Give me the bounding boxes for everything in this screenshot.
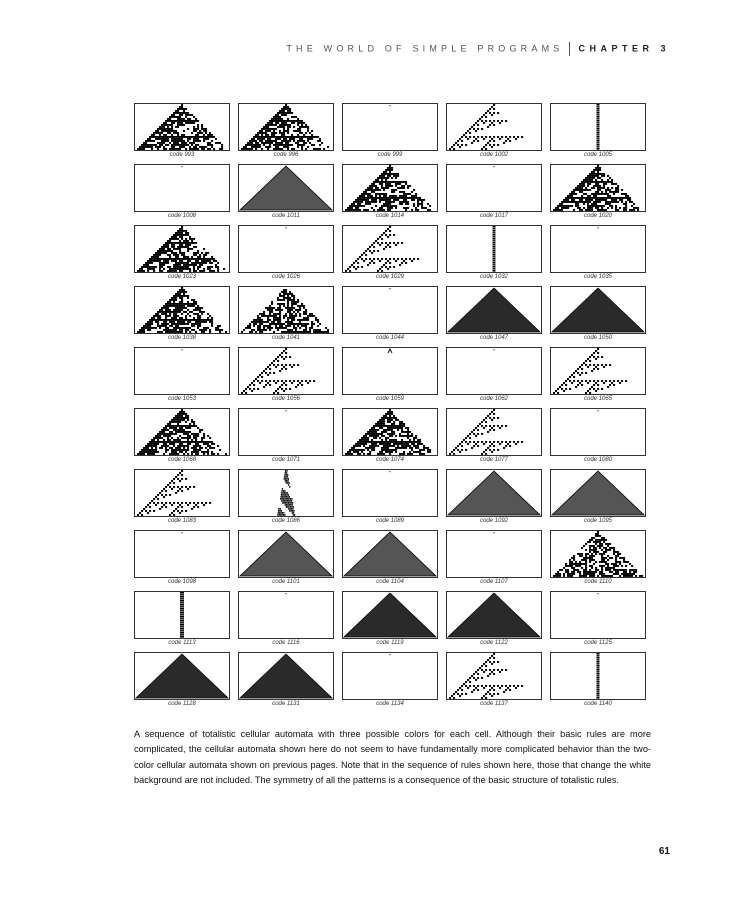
automaton-panel <box>134 652 230 713</box>
automaton-panel <box>550 591 646 652</box>
automaton-plot <box>238 530 334 578</box>
chapter-label: CHAPTER 3 <box>578 43 670 54</box>
automaton-panel <box>238 164 334 225</box>
rule-code-label: code 1128 <box>168 701 196 707</box>
rule-code-label: code 1119 <box>376 640 404 646</box>
automaton-pattern-dot <box>447 165 541 211</box>
automaton-panel <box>550 225 646 286</box>
automaton-panel <box>446 286 542 347</box>
rule-code-label: code 999 <box>377 152 403 158</box>
automaton-plot <box>550 225 646 273</box>
automaton-panel <box>238 103 334 164</box>
rule-code-label: code 1044 <box>375 335 405 341</box>
automaton-pattern-dot <box>343 470 437 516</box>
automaton-plot <box>550 530 646 578</box>
rule-code-label: code 1101 <box>272 579 300 585</box>
automaton-pattern-nested-light <box>447 104 541 150</box>
rule-code-label: code 1035 <box>583 274 613 280</box>
rule-code-label: code 1113 <box>168 640 196 646</box>
automaton-panel <box>238 469 334 530</box>
automaton-plot <box>446 469 542 517</box>
automaton-plot <box>134 408 230 456</box>
automaton-plot <box>550 286 646 334</box>
automaton-pattern-nested-dense <box>551 165 645 211</box>
automaton-pattern-dot <box>239 409 333 455</box>
automaton-plot <box>446 164 542 212</box>
automaton-pattern-solid-dark <box>135 653 229 699</box>
automaton-plot <box>342 591 438 639</box>
rule-code-label: code 1134 <box>376 701 404 707</box>
rule-code-label: code 1023 <box>167 274 197 280</box>
rule-code-label: code 1071 <box>271 457 301 463</box>
automaton-panel <box>446 164 542 225</box>
automaton-panel <box>134 103 230 164</box>
automaton-plot <box>238 103 334 151</box>
automaton-panel <box>134 591 230 652</box>
automaton-plot <box>238 591 334 639</box>
automaton-pattern-solid-dark <box>551 287 645 333</box>
automaton-panel <box>342 469 438 530</box>
rule-code-label: code 1107 <box>480 579 508 585</box>
running-header <box>0 42 670 56</box>
automaton-panel <box>550 103 646 164</box>
automaton-pattern-nested-dense <box>135 409 229 455</box>
book-title: THE WORLD OF SIMPLE PROGRAMS <box>286 43 564 54</box>
automaton-plot <box>238 408 334 456</box>
automaton-pattern-solid-dark <box>447 287 541 333</box>
automaton-plot <box>134 652 230 700</box>
automaton-panel <box>134 469 230 530</box>
automaton-pattern-nested-dense <box>239 104 333 150</box>
automaton-pattern-nested-dense <box>343 409 437 455</box>
automaton-plot <box>446 408 542 456</box>
automaton-plot <box>342 164 438 212</box>
automaton-panel <box>550 652 646 713</box>
automaton-plot <box>134 591 230 639</box>
automaton-plot <box>134 469 230 517</box>
automaton-plot <box>446 530 542 578</box>
automaton-plot <box>446 591 542 639</box>
rule-code-label: code 1092 <box>479 518 509 524</box>
automaton-panel <box>446 591 542 652</box>
automaton-pattern-small <box>343 348 437 394</box>
rule-code-label: code 1110 <box>584 579 612 585</box>
automaton-plot <box>238 164 334 212</box>
automaton-pattern-dot <box>343 104 437 150</box>
automaton-plot <box>342 103 438 151</box>
automaton-pattern-nested-light <box>239 348 333 394</box>
rule-code-label: code 1002 <box>479 152 509 158</box>
automaton-panel <box>238 225 334 286</box>
rule-code-label: code 996 <box>273 152 299 158</box>
header-divider <box>569 42 570 56</box>
automaton-panel <box>134 225 230 286</box>
automaton-pattern-nested-light <box>551 348 645 394</box>
automaton-plot <box>238 652 334 700</box>
automaton-pattern-nested-light <box>343 226 437 272</box>
automaton-plot <box>134 347 230 395</box>
automaton-pattern-dot <box>551 409 645 455</box>
automaton-panel <box>342 347 438 408</box>
rule-code-label: code 1029 <box>375 274 405 280</box>
automaton-panel <box>342 286 438 347</box>
rule-code-label: code 1095 <box>583 518 613 524</box>
automaton-pattern-dot <box>239 226 333 272</box>
automaton-panel <box>342 591 438 652</box>
automaton-plot <box>134 103 230 151</box>
automaton-plot <box>550 164 646 212</box>
automaton-plot <box>342 469 438 517</box>
automaton-panel <box>550 164 646 225</box>
rule-code-label: code 1050 <box>583 335 613 341</box>
automaton-panel <box>134 530 230 591</box>
automaton-pattern-dot <box>239 592 333 638</box>
automaton-panel <box>238 652 334 713</box>
rule-code-label: code 1098 <box>167 579 197 585</box>
automaton-plot <box>550 347 646 395</box>
automaton-pattern-column <box>551 104 645 150</box>
rule-code-label: code 1017 <box>479 213 509 219</box>
rule-code-label: code 1062 <box>479 396 509 402</box>
automaton-pattern-solid-gray <box>343 531 437 577</box>
automaton-pattern-nested-light <box>447 409 541 455</box>
automaton-pattern-nested-dense <box>343 165 437 211</box>
automaton-pattern-dot <box>447 348 541 394</box>
automaton-plot <box>550 469 646 517</box>
automaton-pattern-dot <box>135 348 229 394</box>
automaton-plot <box>238 225 334 273</box>
automaton-pattern-solid-gray <box>551 470 645 516</box>
automaton-pattern-nested-dense <box>135 287 229 333</box>
automaton-panel <box>238 591 334 652</box>
rule-code-label: code 1140 <box>584 701 612 707</box>
rule-code-label: code 1038 <box>167 335 197 341</box>
automaton-panel <box>446 652 542 713</box>
rule-code-label: code 1137 <box>480 701 508 707</box>
automata-figure-grid <box>134 103 646 713</box>
rule-code-label: code 1056 <box>271 396 301 402</box>
rule-code-label: code 1122 <box>480 640 508 646</box>
automaton-plot <box>134 286 230 334</box>
automaton-pattern-column-wide <box>135 592 229 638</box>
automaton-plot <box>446 652 542 700</box>
automaton-panel <box>446 225 542 286</box>
automaton-panel <box>446 469 542 530</box>
automaton-plot <box>238 286 334 334</box>
automaton-panel <box>550 469 646 530</box>
automaton-pattern-solid-dark <box>447 592 541 638</box>
automaton-pattern-dot <box>447 531 541 577</box>
automaton-plot <box>550 652 646 700</box>
automaton-plot <box>342 286 438 334</box>
rule-code-label: code 1080 <box>583 457 613 463</box>
automaton-pattern-dot <box>343 653 437 699</box>
automaton-panel <box>134 347 230 408</box>
automaton-plot <box>550 408 646 456</box>
automaton-panel <box>134 408 230 469</box>
rule-code-label: code 1068 <box>167 457 197 463</box>
automaton-pattern-nested-dense <box>135 104 229 150</box>
rule-code-label: code 1086 <box>271 518 301 524</box>
rule-code-label: code 1011 <box>272 213 300 219</box>
automaton-plot <box>446 103 542 151</box>
automaton-panel <box>134 286 230 347</box>
automaton-plot <box>550 103 646 151</box>
rule-code-label: code 1032 <box>479 274 509 280</box>
page-number: 61 <box>658 846 670 857</box>
automaton-pattern-random <box>551 531 645 577</box>
automaton-pattern-dot <box>343 287 437 333</box>
rule-code-label: code 1026 <box>271 274 301 280</box>
automaton-pattern-solid-dark <box>343 592 437 638</box>
automaton-panel <box>446 347 542 408</box>
automaton-panel <box>550 347 646 408</box>
automaton-panel <box>342 652 438 713</box>
automaton-panel <box>238 347 334 408</box>
automaton-pattern-solid-dark <box>239 653 333 699</box>
rule-code-label: code 1053 <box>167 396 197 402</box>
automaton-plot <box>342 408 438 456</box>
automaton-panel <box>238 286 334 347</box>
rule-code-label: code 1116 <box>272 640 300 646</box>
rule-code-label: code 1131 <box>272 701 300 707</box>
automaton-pattern-random <box>239 287 333 333</box>
automaton-plot <box>134 530 230 578</box>
rule-code-label: code 1014 <box>375 213 405 219</box>
automaton-panel <box>342 103 438 164</box>
automaton-plot <box>342 347 438 395</box>
figure-caption: A sequence of totalistic cellular automata with three possible colors for each cell. Although their basic rules are more complicated, the cellular automata shown here do not seem to have fundamentally more complicated behavior than the two-color cellular automata shown on previous pages. Note that in the sequence of rules shown here, those that change the white background are not included. The symmetry of all the patterns is a consequence of the basic structure of totalistic rules. <box>134 729 651 785</box>
rule-code-label: code 1104 <box>376 579 404 585</box>
rule-code-label: code 1041 <box>271 335 301 341</box>
automaton-panel <box>342 164 438 225</box>
automaton-plot <box>446 286 542 334</box>
automaton-pattern-dot <box>135 531 229 577</box>
automaton-panel <box>342 225 438 286</box>
rule-code-label: code 1047 <box>479 335 509 341</box>
automaton-plot <box>342 530 438 578</box>
rule-code-label: code 1008 <box>167 213 197 219</box>
automaton-plot <box>238 469 334 517</box>
automaton-plot <box>134 164 230 212</box>
automaton-panel <box>446 530 542 591</box>
automaton-pattern-solid-gray <box>447 470 541 516</box>
automaton-pattern-column <box>447 226 541 272</box>
automaton-pattern-nested-light <box>135 470 229 516</box>
rule-code-label: code 1083 <box>167 518 197 524</box>
automaton-panel <box>238 408 334 469</box>
automaton-pattern-column <box>551 653 645 699</box>
automaton-plot <box>342 225 438 273</box>
automaton-pattern-dot <box>135 165 229 211</box>
automaton-plot <box>550 591 646 639</box>
automaton-panel <box>342 530 438 591</box>
automaton-plot <box>446 347 542 395</box>
automaton-pattern-nested-light <box>447 653 541 699</box>
automaton-pattern-nested-dense <box>135 226 229 272</box>
automaton-panel <box>446 103 542 164</box>
automaton-panel <box>446 408 542 469</box>
automaton-plot <box>446 225 542 273</box>
rule-code-label: code 1020 <box>583 213 613 219</box>
automaton-pattern-dot <box>551 226 645 272</box>
automaton-pattern-dot <box>551 592 645 638</box>
automaton-pattern-narrow-tree <box>239 470 333 516</box>
rule-code-label: code 1089 <box>375 518 405 524</box>
rule-code-label: code 1125 <box>584 640 612 646</box>
automaton-panel <box>134 164 230 225</box>
automaton-panel <box>550 286 646 347</box>
rule-code-label: code 1074 <box>375 457 405 463</box>
automaton-panel <box>550 408 646 469</box>
automaton-panel <box>550 530 646 591</box>
rule-code-label: code 1005 <box>583 152 613 158</box>
automaton-panel <box>238 530 334 591</box>
automaton-pattern-solid-gray <box>239 165 333 211</box>
rule-code-label: code 1059 <box>375 396 405 402</box>
automaton-pattern-solid-gray <box>239 531 333 577</box>
rule-code-label: code 1077 <box>479 457 509 463</box>
rule-code-label: code 1065 <box>583 396 613 402</box>
automaton-plot <box>342 652 438 700</box>
automaton-plot <box>238 347 334 395</box>
automaton-plot <box>134 225 230 273</box>
automaton-panel <box>342 408 438 469</box>
rule-code-label: code 993 <box>169 152 195 158</box>
